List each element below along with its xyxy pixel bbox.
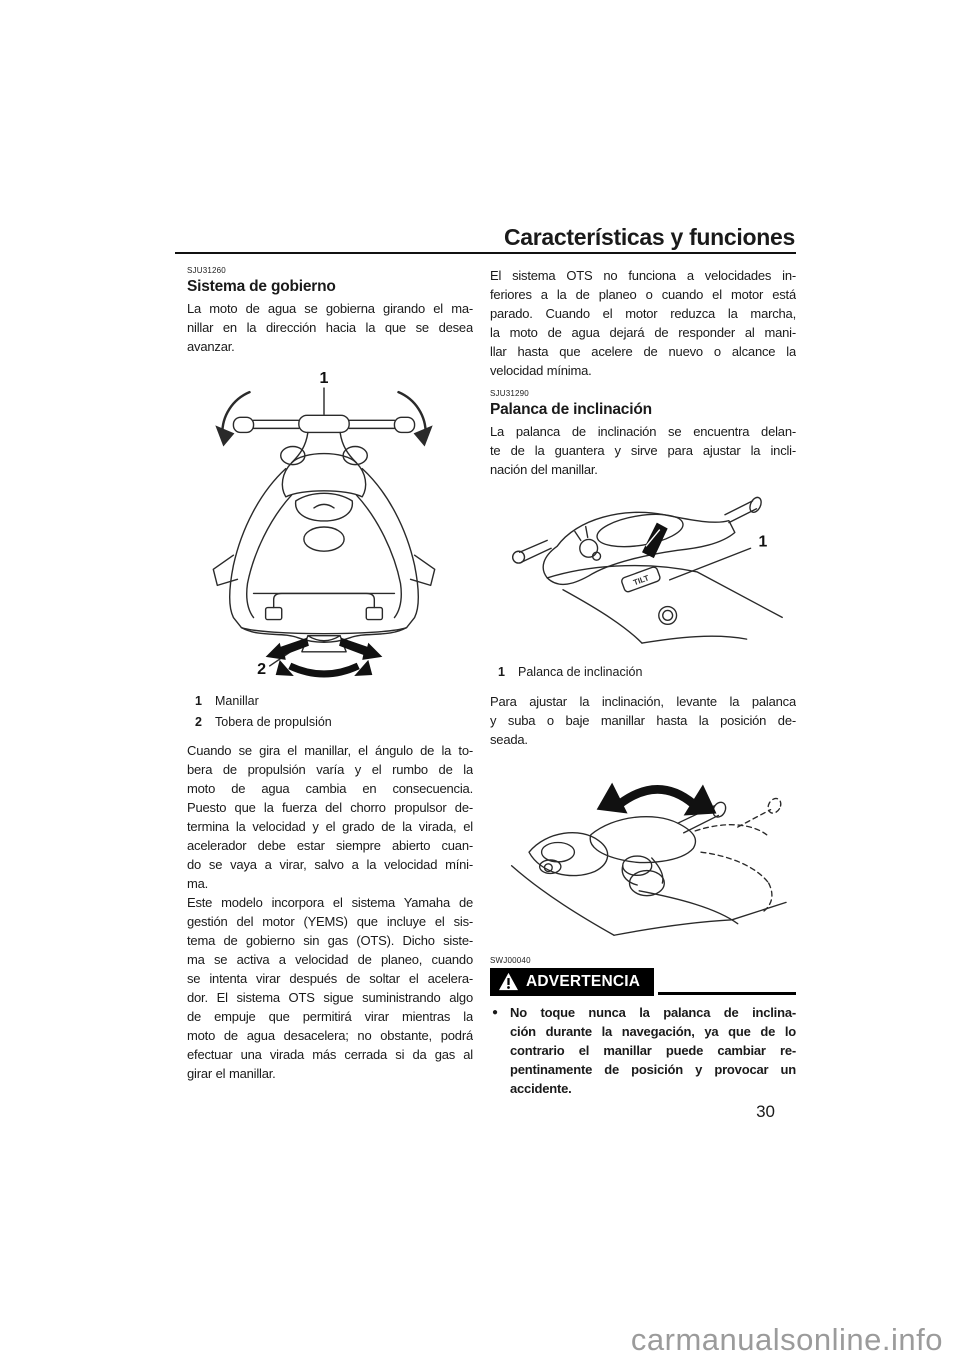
legend-number: 1 — [498, 665, 505, 679]
text-line: feriores a la de planeo o cuando el motor está — [490, 287, 796, 302]
text-line: moto de agua cambia en consecuencia. — [187, 781, 473, 796]
figure-steering-diagram — [195, 368, 473, 687]
text-line: dor. El sistema OTS sigue suministrando algo — [187, 990, 473, 1005]
text-line: girar el manillar. — [187, 1066, 276, 1081]
column-right — [490, 266, 796, 1098]
text-line: bera de propulsión varía y el rumbo de la — [187, 762, 473, 777]
text-line: termina la velocidad y el grado de la virada, el — [187, 819, 473, 834]
text-line: El sistema OTS no funciona a velocidades in- — [490, 268, 796, 283]
text-line: acelerador debe estar siempre abierto cuan- — [187, 838, 473, 853]
text-line: La palanca de inclinación se encuentra delan- — [490, 424, 796, 439]
tilt-motion-arrow — [620, 789, 693, 803]
text-line: accidente. — [510, 1081, 572, 1096]
legend-label: Palanca de inclinación — [518, 665, 643, 679]
figure-callout: 2 — [257, 659, 267, 678]
warning-code: SWJ00040 — [490, 956, 531, 965]
text-line: pentinamente de posición y provocar un — [510, 1062, 796, 1077]
watermark: carmanualsonline.info — [630, 1322, 943, 1357]
text-line: efectuar una virada más cerrada si da gas al — [187, 1047, 473, 1062]
section-heading-tilt: Palanca de inclinación — [490, 401, 652, 418]
text-line: Para ajustar la inclinación, levante la palanca — [490, 694, 796, 709]
legend-number: 1 — [195, 694, 202, 708]
figure-callout: 1 — [758, 533, 768, 551]
legend-label: Manillar — [215, 694, 259, 708]
text-line: parado. Cuando el motor reduzca la marcha, — [490, 306, 796, 321]
warning-triangle-icon — [498, 972, 519, 991]
text-line: velocidad mínima. — [490, 363, 592, 378]
nozzle-swivel-arrow — [290, 666, 358, 674]
warning-banner-row — [490, 968, 796, 996]
text-line: de empuje que permitirá virar mientras la — [187, 1009, 473, 1024]
text-line: nación del manillar. — [490, 462, 598, 477]
paragraph — [490, 266, 796, 380]
tilt-lever-illustration — [492, 493, 792, 649]
text-line: la moto de agua dejará de responder al mani- — [490, 325, 796, 340]
tilt-adjust-illustration — [492, 771, 796, 943]
steering-illustration — [195, 368, 453, 682]
text-line: No toque nunca la palanca de inclina- — [510, 1005, 796, 1020]
tilt-label: TILT — [632, 573, 651, 588]
text-line: nillar en la dirección hacia la que se desea — [187, 320, 473, 335]
bullet-icon: ● — [492, 1007, 499, 1018]
legend-row — [187, 691, 473, 712]
warning-label: ADVERTENCIA — [526, 972, 641, 990]
legend-label: Tobera de propulsión — [215, 715, 332, 729]
section-heading-steering: Sistema de gobierno — [187, 278, 336, 295]
page-number: 30 — [756, 1102, 775, 1121]
paragraph — [490, 692, 796, 749]
legend-row — [490, 662, 796, 683]
section-code: SJU31290 — [490, 389, 529, 398]
text-line: contrario el manillar puede cambiar re- — [510, 1043, 796, 1058]
paragraph — [187, 741, 473, 893]
figure-tilt-lever-diagram — [492, 493, 796, 654]
text-line: ma. — [187, 876, 209, 891]
warning-banner — [490, 968, 654, 996]
figure-tilt-adjust-diagram — [492, 771, 796, 948]
text-line: moto de agua desacelera; no obstante, podrá — [187, 1028, 473, 1043]
warning-item — [490, 1003, 796, 1098]
paragraph — [187, 893, 473, 1083]
page-title: Características y funciones — [503, 224, 795, 250]
text-line: ma se activa a velocidad de planeo, cuando — [187, 952, 473, 967]
text-line: Puesto que la fuerza del chorro propulsor de- — [187, 800, 473, 815]
column-left — [187, 266, 473, 1083]
text-line: avanzar. — [187, 339, 235, 354]
text-line: gestión del motor (YEMS) que incluye el sis- — [187, 914, 473, 929]
text-line: do se vaya a virar, salvo a la velocidad míni- — [187, 857, 473, 872]
section-code: SJU31260 — [187, 266, 226, 275]
text-line: La moto de agua se gobierna girando el ma- — [187, 301, 473, 316]
text-line: seada. — [490, 732, 528, 747]
text-line: se intenta virar después de soltar el acelera- — [187, 971, 473, 986]
figure-legend — [187, 691, 473, 733]
paragraph — [187, 299, 473, 356]
figure-callout: 1 — [319, 369, 329, 388]
legend-row — [187, 712, 473, 733]
text-line: llar hasta que acelere de nuevo o alcance la — [490, 344, 796, 359]
text-line: te de la guantera y sirve para ajustar la incli- — [490, 443, 796, 458]
header-rule — [175, 252, 796, 254]
text-line: ción durante la navegación, ya que de lo — [510, 1024, 796, 1039]
legend-number: 2 — [195, 715, 202, 729]
warning-rule — [658, 992, 796, 995]
figure-legend — [490, 662, 796, 683]
text-line: y suba o baje manillar hasta la posición de- — [490, 713, 796, 728]
paragraph — [490, 422, 796, 479]
text-line: tema de gobierno sin gas (OTS). Dicho siste- — [187, 933, 473, 948]
warning-text — [510, 1003, 796, 1098]
text-line: Cuando se gira el manillar, el ángulo de la to- — [187, 743, 473, 758]
text-line: Este modelo incorpora el sistema Yamaha de — [187, 895, 473, 910]
